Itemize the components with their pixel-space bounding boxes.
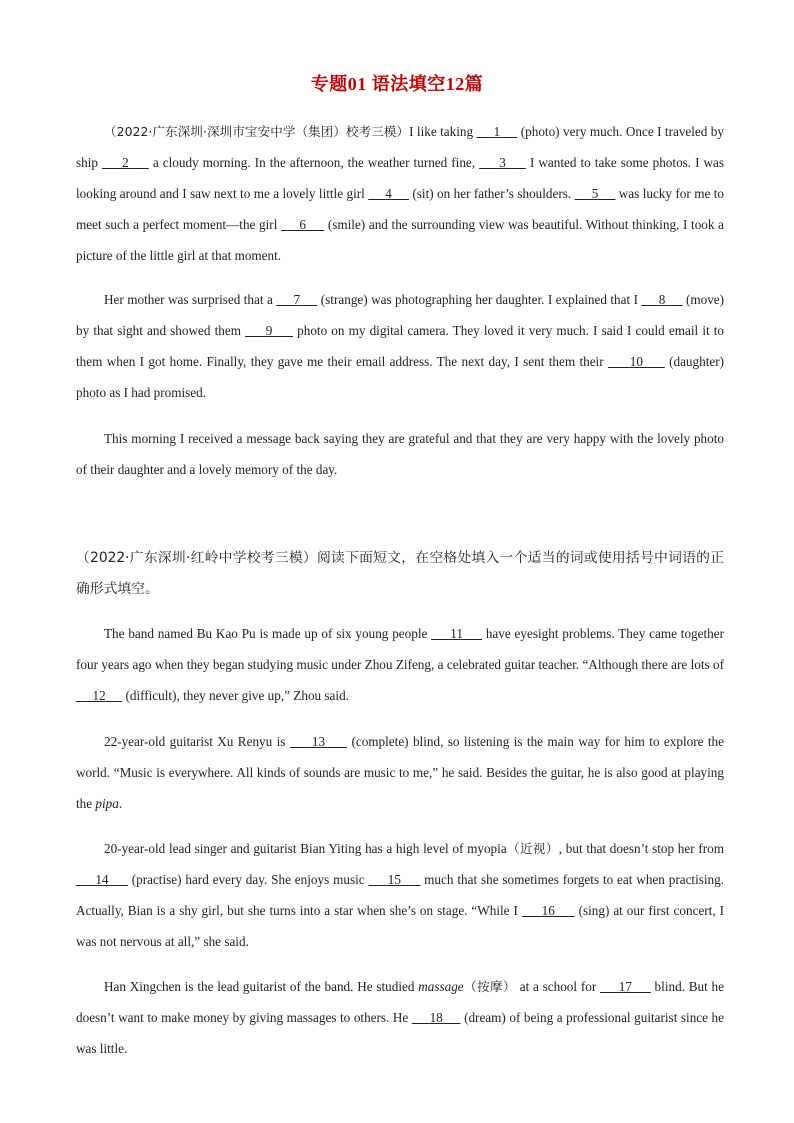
blank-number: 12	[92, 688, 106, 703]
blank-number: 13	[311, 734, 326, 749]
text-run: photo on my digital camera. They loved it very much. I said I could email it to them when I got home. Finally, they gave me their email address. The next day, I sent them their	[76, 323, 725, 369]
text-run: (photo) very much. Once I traveled by ship	[76, 124, 724, 170]
blank-number: 15	[387, 872, 401, 887]
passage2-paragraph-1	[76, 618, 724, 711]
blank-7[interactable]	[276, 292, 317, 307]
blank-number: 9	[265, 323, 273, 338]
passage2-paragraph-2	[76, 726, 724, 819]
text-run: Han Xingchen is the lead guitarist of the band. He studied	[104, 979, 419, 994]
blank-number: 7	[293, 292, 301, 307]
blank-13[interactable]	[290, 734, 347, 749]
blank-number: 16	[541, 903, 555, 918]
text-run: , but that doesn’t stop her from	[558, 841, 724, 856]
blank-9[interactable]	[245, 323, 293, 338]
text-run: much that she sometimes forgets to eat when practising. Actually, Bian is a shy girl, but she turns into a star when she’s on stage. “While I	[76, 872, 725, 918]
text-run: a cloudy morning. In the afternoon, the weather turned fine,	[148, 155, 480, 170]
passage2-paragraph-4	[76, 971, 724, 1064]
text-run: at a school for	[515, 979, 600, 994]
blank-8[interactable]	[641, 292, 682, 307]
text-run: (dream) of being a professional guitarist since he was little.	[76, 1010, 724, 1056]
blank-number: 1	[493, 124, 501, 139]
text-run: have eyesight problems. They came together four years ago when they began studying music under Zhou Zifeng, a celebrated guitar teacher. “Although there are lots of	[76, 626, 724, 672]
text-run: (move) by that sight and showed them	[76, 292, 725, 338]
blank-11[interactable]	[431, 626, 482, 641]
blank-15[interactable]	[368, 872, 420, 887]
blank-12[interactable]	[76, 688, 122, 703]
blank-18[interactable]	[412, 1010, 461, 1025]
passage1-source: （2022·广东深圳·深圳市宝安中学（集团）校考三模）	[104, 124, 410, 139]
blank-number: 4	[385, 186, 392, 201]
blank-6[interactable]	[281, 217, 324, 232]
text-run: 20-year-old lead singer and guitarist Bian Yiting has a high level of myopia	[104, 841, 507, 856]
passage1-paragraph-1	[76, 116, 724, 271]
blank-number: 10	[629, 354, 643, 369]
text-run: (smile) and the surrounding view was beautiful. Without thinking, I took a picture of the little girl at that moment.	[76, 217, 725, 263]
passage1-paragraph-3: This morning I received a message back saying they are grateful and that they are very happy with the lovely photo of their daughter and a lovely memory of the day.	[76, 431, 724, 477]
text-run: Her mother was surprised that a	[104, 292, 277, 307]
text-run: blind. But he doesn’t want to make money by giving massages to others. He	[76, 979, 724, 1025]
passage1-paragraph-2	[76, 284, 724, 408]
chinese-gloss: （近视）	[506, 841, 559, 856]
passage2-paragraph-3	[76, 833, 724, 957]
text-run: The band named Bu Kao Pu is made up of six young people	[104, 626, 432, 641]
blank-16[interactable]	[522, 903, 575, 918]
italic-term: massage	[418, 979, 464, 994]
text-run: (strange) was photographing her daughter. I explained that I	[317, 292, 642, 307]
passage1-p1-body	[76, 124, 724, 263]
italic-term: pipa	[95, 796, 119, 811]
passage2-source: （2022·广东深圳·红岭中学校考三模）阅读下面短文，在空格处填入一个适当的词或使用括号中词语的正确形式填空。	[76, 550, 724, 597]
blank-number: 14	[95, 872, 109, 887]
blank-number: 18	[429, 1010, 443, 1025]
text-run: (practise) hard every day. She enjoys music	[127, 872, 369, 887]
blank-number: 3	[499, 155, 506, 170]
text-run: (daughter) photo as I had promised.	[76, 354, 725, 400]
blank-3[interactable]	[479, 155, 526, 170]
blank-2[interactable]	[102, 155, 149, 170]
blank-4[interactable]	[368, 186, 409, 201]
text-run: (sit) on her father’s shoulders.	[408, 186, 575, 201]
page-title: 专题01 语法填空12篇	[310, 74, 484, 94]
text-run: 22-year-old guitarist Xu Renyu is	[104, 734, 290, 749]
blank-number: 5	[591, 186, 599, 201]
blank-14[interactable]	[76, 872, 128, 887]
chinese-gloss: （按摩）	[463, 979, 516, 994]
text-run: (difficult), they never give up,” Zhou said.	[122, 688, 349, 703]
text-run: (complete) blind, so listening is the main way for him to explore the world. “Music is everywhere. All kinds of sounds are music to me,” he said. Besides the guitar, he is also good at playing the	[76, 734, 724, 811]
blank-number: 11	[450, 626, 463, 641]
blank-number: 6	[299, 217, 306, 232]
text-run: I like taking	[409, 124, 477, 139]
text-run: I wanted to take some photos. I was looking around and I saw next to me a lovely little girl	[76, 155, 725, 201]
blank-10[interactable]	[608, 354, 665, 369]
blank-number: 17	[618, 979, 632, 994]
text-run: was lucky for me to meet such a perfect moment—the girl	[76, 186, 724, 232]
text-run: (sing) at our first concert, I was not nervous at all,” she said.	[76, 903, 725, 949]
blank-1[interactable]	[477, 124, 518, 139]
blank-5[interactable]	[575, 186, 616, 201]
blank-number: 2	[122, 155, 129, 170]
text-run: .	[118, 796, 123, 811]
blank-number: 8	[658, 292, 666, 307]
blank-17[interactable]	[600, 979, 651, 994]
